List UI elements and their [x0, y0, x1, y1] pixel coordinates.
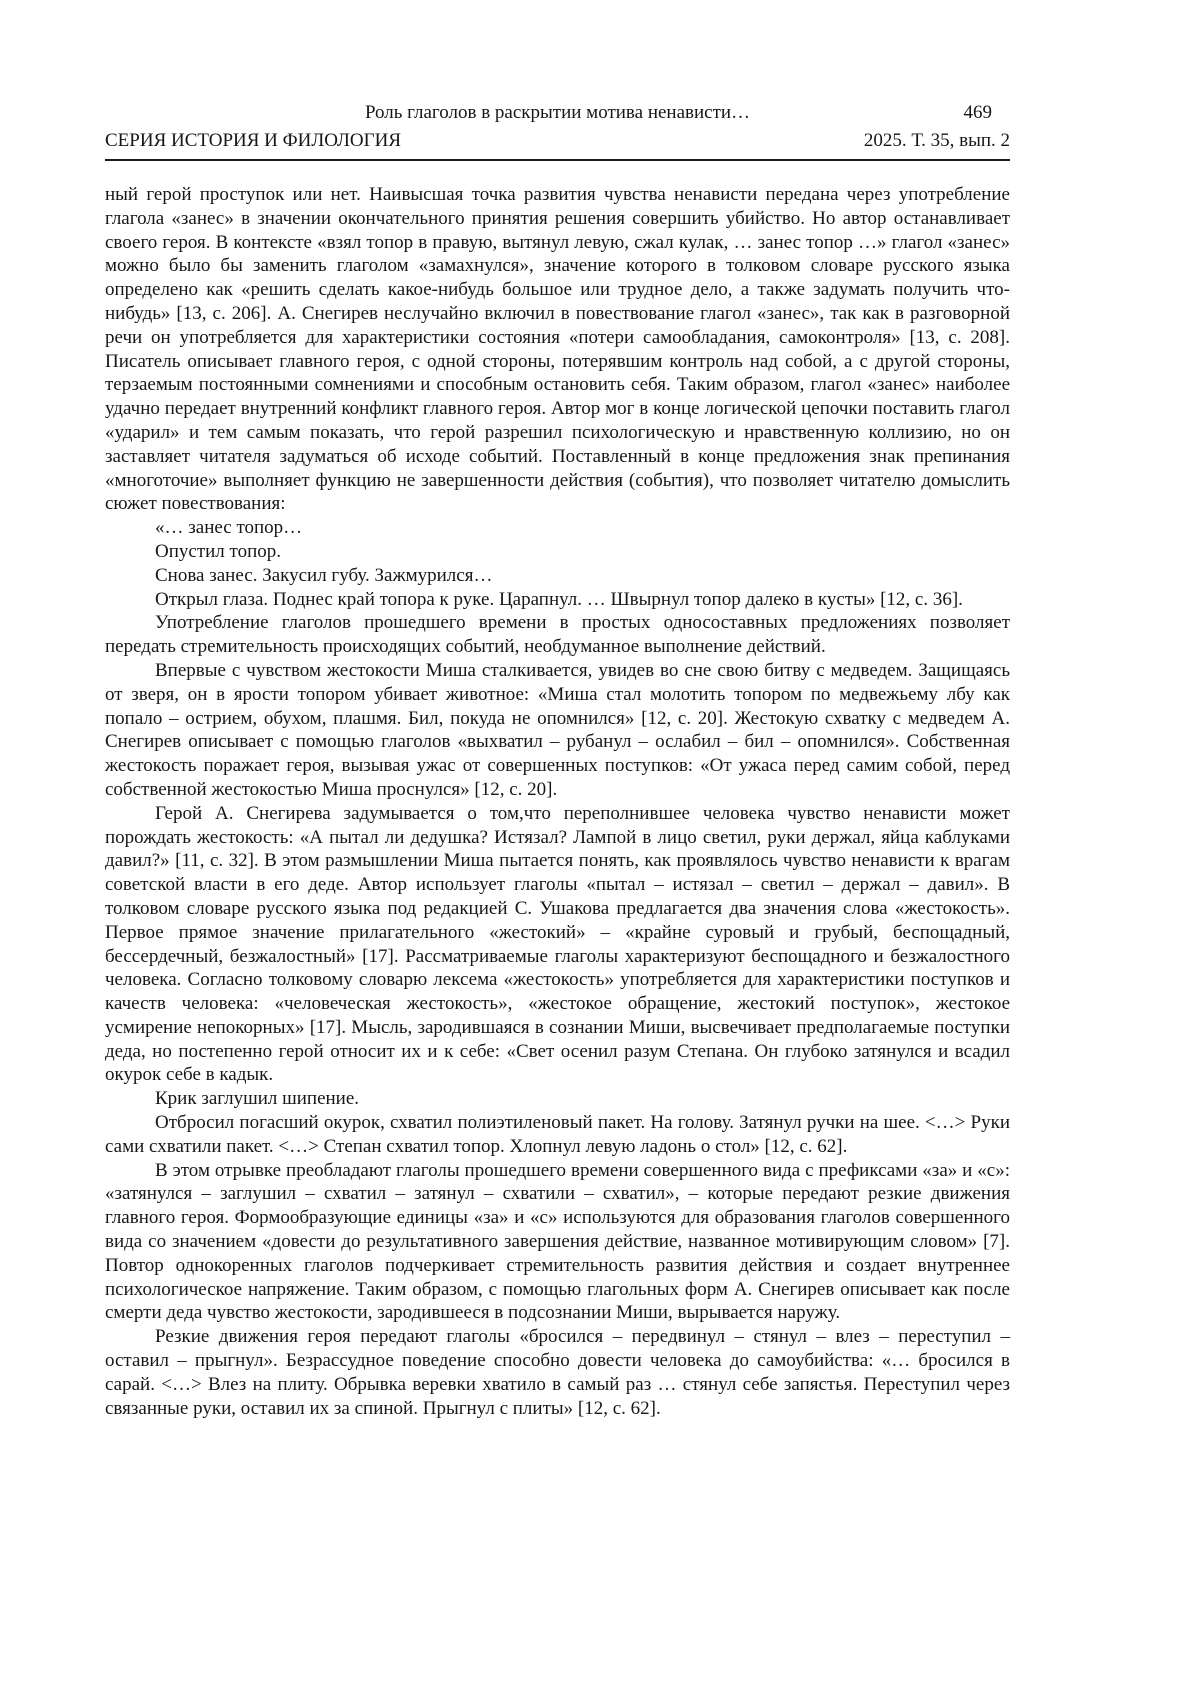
quote-line: Опустил топор. [155, 540, 281, 562]
page-number: 469 [963, 102, 992, 123]
quote-line: «… занес топор… [155, 517, 303, 539]
running-title: Роль глаголов в раскрытии мотива ненависти… [364, 102, 751, 123]
paragraph: ный герой проступок или нет. Наивысшая точка развития чувства ненависти передана через употребление глагола «занес» в значении окончательного принятия решения совершить убийство. Но автор останавливает своего героя. В контексте «взял топор в правую, вытянул левую, сжал кулак, … занес топор …» глагол «занес» можно было бы заменить глаголом «замахнулся», значение которого в толковом словаре русского языка определено как «решить сделать какое-нибудь большое или трудное дело, а также задумать получить что-нибудь» [13, с. 206]. А. Снегирев неслучайно включил в повествование глагол «занес», так как в разговорной речи он употребляется для характеристики состояния «потери самообладания, самоконтроля» [13, с. 208]. Писатель описывает главного героя, с одной стороны, потерявшим контроль над собой, а с другой стороны, терзаемым постоянными сомнениями и способным остановить себя. Таким образом, глагол «занес» наиболее удачно передает внутренний конфликт главного героя. Автор мог в конце логической цепочки поставить глагол «ударил» и тем самым показать, что герой разрешил психологическую и нравственную коллизию, но он заставляет читателя задуматься об исходе событий. Поставленный в конце предложения знак препинания «многоточие» выполняет функцию не завершенности действия (события), что позволяет читателю домыслить сюжет повествования: [105, 184, 1010, 515]
paragraph: Употребление глаголов прошедшего времени в простых односоставных предложениях позволяет передать стремительность происходящих событий, необдуманное выполнение действий. [105, 612, 1010, 658]
quote-line: Открыл глаза. Поднес край топора к руке. Царапнул. … Швырнул топор далеко в кусты» [12, с. 36]. [155, 588, 963, 610]
series-title: СЕРИЯ ИСТОРИЯ И ФИЛОЛОГИЯ [105, 130, 402, 151]
paragraph: Впервые с чувством жестокости Миша сталкивается, увидев во сне свою битву с медведем. Защищаясь от зверя, он в ярости топором убивает животное: «Миша стал молотить топором по медвежьему лбу как попало – острием, обухом, плашмя. Бил, покуда не опомнился» [12, с. 20]. Жестокую схватку с медведем А. Снегирев описывает с помощью глаголов «выхватил – рубанул – ослабил – бил – опомнился». Собственная жестокость поражает героя, вызывая ужас от совершенных поступков: «От ужаса перед самим собой, перед собственной жестокостью Миша проснулся» [12, с. 20]. [105, 659, 1010, 800]
article-body [105, 183, 1010, 1420]
paragraph: Крик заглушил шипение. [155, 1088, 360, 1110]
quote-line: Снова занес. Закусил губу. Зажмурился… [155, 564, 493, 586]
header-divider [105, 159, 1010, 161]
paragraph: Отбросил погасший окурок, схватил полиэтиленовый пакет. На голову. Затянул ручки на шее. <…> Руки сами схватили пакет. <…> Степан схватил топор. Хлопнул левую ладонь о стол» [12, с. 62]. [105, 1112, 1010, 1157]
paragraph: Резкие движения героя передают глаголы «бросился – передвинул – стянул – влез – переступил – оставил – прыгнул». Безрассудное поведение способно довести человека до самоубийства: «… бросился в сарай. <…> Влез на плиту. Обрывка веревки хватило в самый раз … стянул себе запястья. Переступил через связанные руки, оставил их за спиной. Прыгнул с плиты» [12, с. 62]. [105, 1326, 1010, 1419]
paragraph: В этом отрывке преобладают глаголы прошедшего времени совершенного вида с префиксами «за» и «с»: «затянулся – заглушил – схватил – затянул – схватили – схватил», – которые передают резкие движения главного героя. Формообразующие единицы «за» и «с» используются для образования глаголов совершенного вида со значением «довести до результативного завершения действие, названное мотивирующим словом» [7]. Повтор однокоренных глаголов подчеркивает стремительность развития действия и создает внутреннее психологическое напряжение. Таким образом, с помощью глагольных форм А. Снегирев описывает как после смерти деда чувство жестокости, зародившееся в подсознании Миши, вырывается наружу. [105, 1159, 1010, 1324]
series-row [105, 128, 1010, 154]
running-head-row [105, 100, 1010, 126]
page-header [105, 100, 1010, 161]
issue-info: 2025. Т. 35, вып. 2 [863, 130, 1010, 151]
paragraph: Герой А. Снегирева задумывается о том,что переполнившее человека чувство ненависти может порождать жестокость: «А пытал ли дедушка? Истязал? Лампой в лицо светил, руки держал, яйца каблуками давил?» [11, с. 32]. В этом размышлении Миша пытается понять, как проявлялось чувство ненависти к врагам советской власти в его деде. Автор использует глаголы «пытал – истязал – светил – держал – давил». В толковом словаре русского языка под редакцией С. Ушакова предлагается два значения слова «жестокость». Первое прямое значение прилагательного «жестокий» – «крайне суровый и грубый, беспощадный, бессердечный, безжалостный» [17]. Рассматриваемые глаголы характеризуют беспощадного и безжалостного человека. Согласно толковому словарю лексема «жестокость» употребляется для характеристики поступков и качеств человека: «человеческая жестокость», «жестокое обращение, жестокий поступок», жестокое усмирение непокорных» [17]. Мысль, зародившаяся в сознании Миши, высвечивает предполагаемые поступки деда, но постепенно герой относит их и к себе: «Свет осенил разум Степана. Он глубоко затянулся и всадил окурок себе в кадык. [105, 802, 1010, 1086]
